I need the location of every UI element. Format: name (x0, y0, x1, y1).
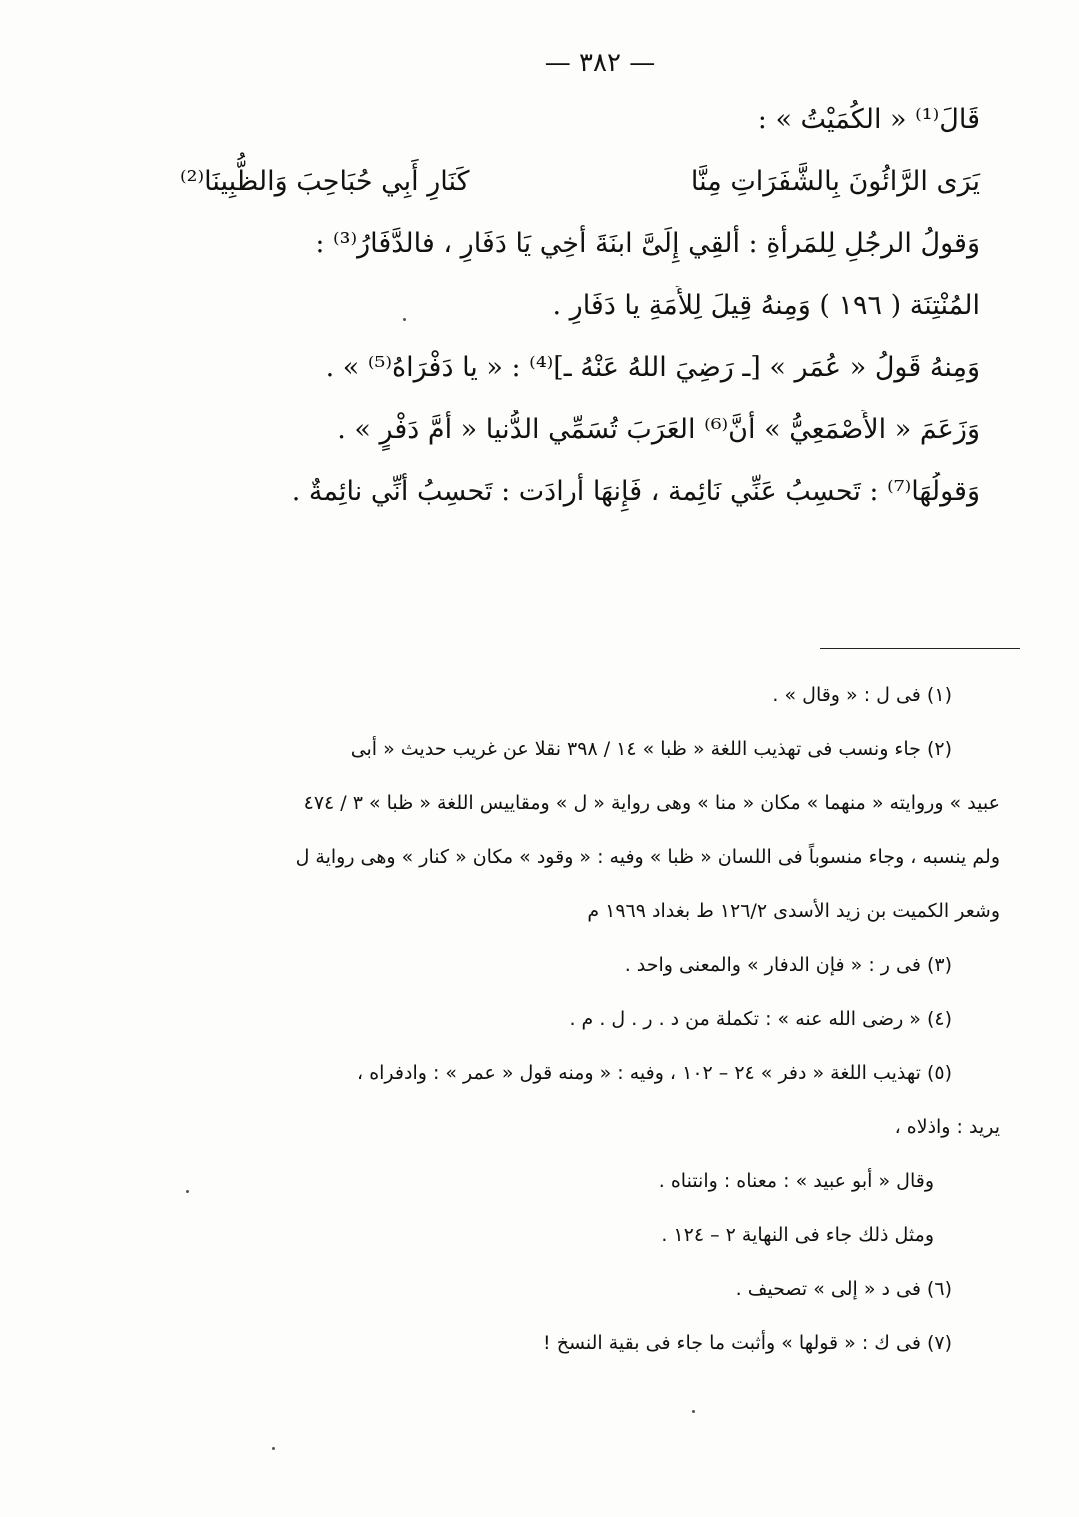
scan-speck (403, 318, 406, 321)
main-line-4: وَمِنهُ قَولُ « عُمَر » [ـ رَضِيَ اللهُ عَنْهُ ـ]⁽⁴⁾ : « يا دَفْرَاهُ⁽⁵⁾ » . (325, 352, 980, 383)
footnote-5: (٥) تهذيب اللغة « دفر » ٢٤ – ١٠٢ ، وفيه : « ومنه قول « عمر » : وادفراه ، (357, 1062, 952, 1084)
main-line-2: وَقولُ الرجُلِ لِلمَرأَةِ : أَلقِي إِلَىَّ ابنَةَ أَخِي يَا دَفَارِ ، فالدَّفَارُ⁽³⁾ : (315, 228, 980, 259)
footnote-2-cont-3: وشعر الكميت بن زيد الأسدى ١٢٦/٢ ط بغداد ١٩٦٩ م (587, 900, 1000, 922)
footnote-5-cont-2: وقال « أبو عبيد » : معناه : وانتناه . (658, 1170, 934, 1192)
poetry-verse (180, 162, 980, 224)
footnote-5-cont-1: يريد : واذلاه ، (894, 1116, 1000, 1138)
main-line-1: قَالَ⁽¹⁾ « الكُمَيْتُ » : (757, 104, 980, 135)
footnote-4: (٤) « رضى الله عنه » : تكملة من د . ر . ل . م . (569, 1008, 952, 1030)
scan-speck (186, 1190, 189, 1193)
page-number: — ٣٨٢ — (544, 48, 656, 78)
footnote-2-cont-1: عبيد » وروايته « منهما » مكان « منا » وهى رواية « ل » ومقاييس اللغة « ظبا » ٣ / ٤٧٤ (303, 792, 1000, 814)
footnote-2-cont-2: ولم ينسبه ، وجاء منسوباً فى اللسان « ظبا » وفيه : « وقود » مكان « كنار » وهى رواية ل (295, 846, 1000, 868)
scan-speck (692, 1410, 695, 1413)
main-line-6: وَقولُهَا⁽⁷⁾ : تَحسِبُ عَنِّي نَائِمة ، فَإِنهَا أَرادَت : تَحسِبُ أَنِّي نائِمةٌ . (291, 476, 980, 507)
footnotes-block (160, 680, 1000, 1382)
main-line-3: المُنْتِنَة ( ١٩٦ ) وَمِنهُ قِيلَ لِلأَمَةِ يا دَفَارِ . (552, 290, 980, 321)
footnote-1: (١) فى ل : « وقال » . (772, 684, 952, 706)
footnote-2: (٢) جاء ونسب فى تهذيب اللغة « ظبا » ١٤ / ٣٩٨ نقلا عن غريب حديث « أبى (350, 738, 952, 760)
footnote-separator (820, 648, 1020, 649)
verse-second-hemistich: كَنَارِ أَبِي حُبَاحِبَ وَالظُّبِينَا⁽²⁾ (180, 166, 470, 197)
footnote-6: (٦) فى د « إلى » تصحيف . (735, 1278, 952, 1300)
main-text-block (180, 100, 980, 534)
footnote-7: (٧) فى ك : « قولها » وأثبت ما جاء فى بقية النسخ ! (543, 1332, 952, 1354)
verse-first-hemistich: يَرَى الرَّائُونَ بِالشَّفَرَاتِ مِنَّا (690, 166, 980, 197)
scan-speck (272, 1447, 275, 1450)
main-line-5: وَزَعَمَ « الأَصْمَعِيُّ » أَنَّ⁽⁶⁾ العَرَبَ تُسَمِّي الدُّنيا « أُمَّ دَفْرٍ » . (337, 414, 980, 445)
footnote-5-cont-3: ومثل ذلك جاء فى النهاية ٢ – ١٢٤ . (661, 1224, 934, 1246)
footnote-3: (٣) فى ر : « فإن الدفار » والمعنى واحد . (624, 954, 952, 976)
